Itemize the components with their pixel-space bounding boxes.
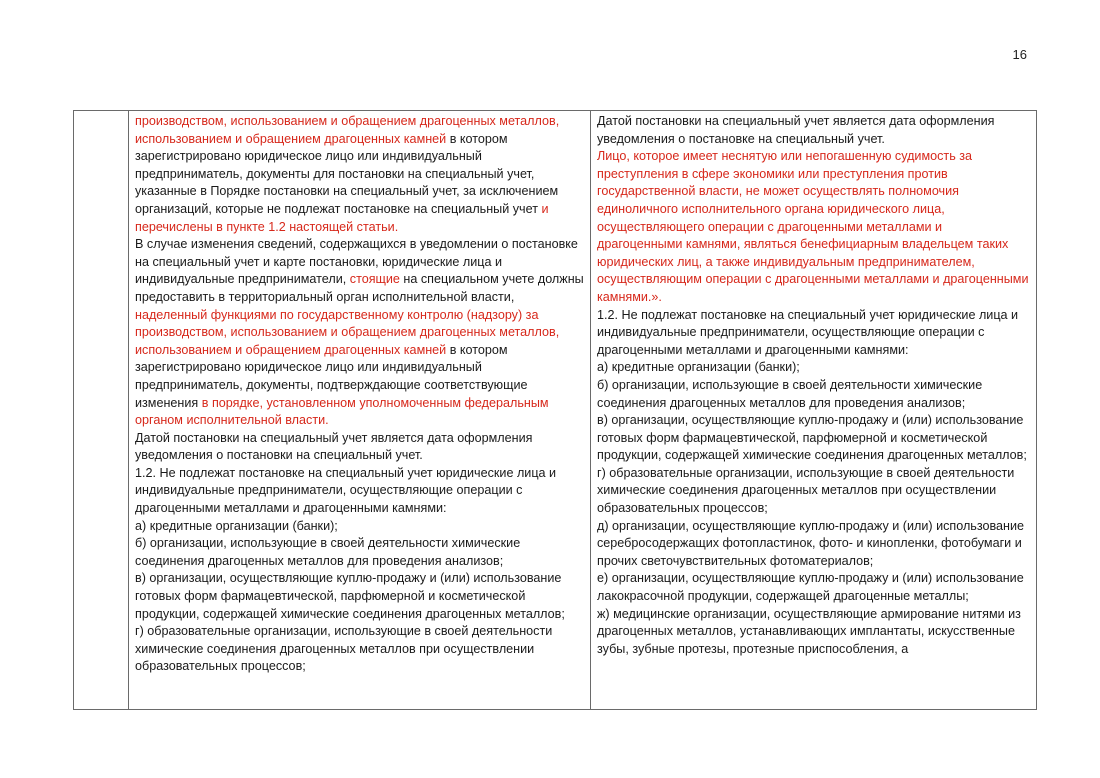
- left-column-text: [135, 113, 584, 676]
- paragraph: [135, 430, 584, 465]
- paragraph: [135, 518, 584, 536]
- paragraph: [597, 570, 1030, 605]
- text-segment: в) организации, осуществляющие куплю-продажу и (или) использование готовых форм фармацевтической, парфюмерной и косметической продукции, содержащей химические соединения драгоценных металлов;: [135, 571, 565, 621]
- right-column-text: [597, 113, 1030, 658]
- text-segment: а) кредитные организации (банки);: [135, 518, 338, 533]
- text-segment: Датой постановки на специальный учет является дата оформления уведомления о постановке на специальный учет.: [597, 114, 995, 146]
- paragraph: [135, 113, 584, 236]
- text-segment: 1.2. Не подлежат постановке на специальный учет юридические лица и индивидуальные предприниматели, осуществляющие операции с драгоценными металлами и драгоценными камнями:: [135, 465, 557, 516]
- amended-text: производством, использованием и обращением драгоценных металлов, использованием и обращением драгоценных камней: [135, 114, 560, 146]
- text-segment: ж) медицинские организации, осуществляющие армирование нитями из драгоценных металлов, устанавливающих имплантаты, искусственные зубы, зубные протезы, протезные приспособления, а: [597, 606, 1021, 656]
- text-segment: г) образовательные организации, использующие в своей деятельности химические соединения драгоценных металлов при осуществлении образовательных процессов;: [597, 465, 1015, 516]
- paragraph: [597, 518, 1030, 571]
- table-row: [74, 111, 1037, 710]
- proposed-text-column: [591, 111, 1037, 710]
- text-segment: е) организации, осуществляющие куплю-продажу и (или) использование лакокрасочной продукции, содержащей драгоценные металлы;: [597, 571, 1024, 604]
- paragraph: [135, 623, 584, 676]
- paragraph: [597, 412, 1030, 465]
- paragraph: [597, 359, 1030, 377]
- paragraph: [597, 465, 1030, 518]
- text-segment: а) кредитные организации (банки);: [597, 360, 800, 375]
- text-segment: Датой постановки на специальный учет является дата оформления уведомления о постановки на специальный учет.: [135, 430, 533, 463]
- text-segment: в котором зарегистрировано юридическое лицо или индивидуальный предприниматель, документы для постановки на специальный учет, указанные в Порядке постановки на специальный учет, за исключением организаций, которые не подлежат постановке на специальный учет: [135, 131, 559, 216]
- text-segment: 1.2. Не подлежат постановке на специальный учет юридические лица и индивидуальные предприниматели, осуществляющие операции с драгоценными металлами и драгоценными камнями:: [597, 307, 1019, 357]
- text-segment: в) организации, осуществляющие куплю-продажу и (или) использование готовых форм фармацевтической, парфюмерной и косметической продукции, содержащей химические соединения драгоценных металлов;: [597, 413, 1027, 463]
- amended-text: и перечислены в пункте 1.2 настоящей статьи.: [135, 201, 549, 234]
- comparison-table: [73, 110, 1037, 710]
- empty-cell: [74, 111, 129, 710]
- current-text-column: [129, 111, 591, 710]
- amended-text: наделенный функциями по государственному контролю (надзору) за производством, использованием и обращением драгоценных металлов, использованием и обращением драгоценных камней: [135, 307, 560, 357]
- text-segment: б) организации, использующие в своей деятельности химические соединения драгоценных металлов для проведения анализов;: [135, 536, 521, 568]
- amended-text: стоящие: [349, 272, 400, 287]
- paragraph: [597, 377, 1030, 412]
- paragraph: [597, 113, 1030, 148]
- text-segment: на специальном учете должны предоставить в территориальный орган исполнительной власти,: [135, 272, 584, 304]
- paragraph: [135, 465, 584, 518]
- text-segment: д) организации, осуществляющие куплю-продажу и (или) использование серебросодержащих фотопластинок, фото- и кинопленки, фотобумаги и прочих светочувствительных фотоматериалов;: [597, 518, 1025, 568]
- text-segment: в котором зарегистрировано юридическое лицо или индивидуальный предприниматель, документы, подтверждающие соответствующие изменения: [135, 342, 528, 410]
- text-segment: В случае изменения сведений, содержащихся в уведомлении о постановке на специальный учет и карте постановки, юридические лица и индивидуальные предприниматели,: [135, 237, 578, 287]
- paragraph: [597, 148, 1030, 306]
- text-segment: б) организации, использующие в своей деятельности химические соединения драгоценных металлов для проведения анализов;: [597, 377, 983, 410]
- amended-text: в порядке, установленном уполномоченным федеральным органом исполнительной власти.: [135, 395, 549, 428]
- text-segment: г) образовательные организации, использующие в своей деятельности химические соединения драгоценных металлов при осуществлении образовательных процессов;: [135, 624, 553, 674]
- page-number: 16: [1012, 47, 1027, 62]
- paragraph: [135, 236, 584, 430]
- paragraph: [135, 570, 584, 623]
- amended-text: Лицо, которое имеет неснятую или непогашенную судимость за преступления в сфере экономики или преступления против государственной власти, не может осуществлять полномочия единоличного исполнительного органа юридического лица, осуществляющего операции с драгоценными металлами и драгоценными камнями, являться бенефициарным владельцем таких юридических лиц, а также индивидуальным предпринимателем, осуществляющим операции с драгоценными металлами и драгоценными камнями.».: [597, 149, 1029, 304]
- paragraph: [597, 307, 1030, 360]
- paragraph: [135, 535, 584, 570]
- paragraph: [597, 606, 1030, 659]
